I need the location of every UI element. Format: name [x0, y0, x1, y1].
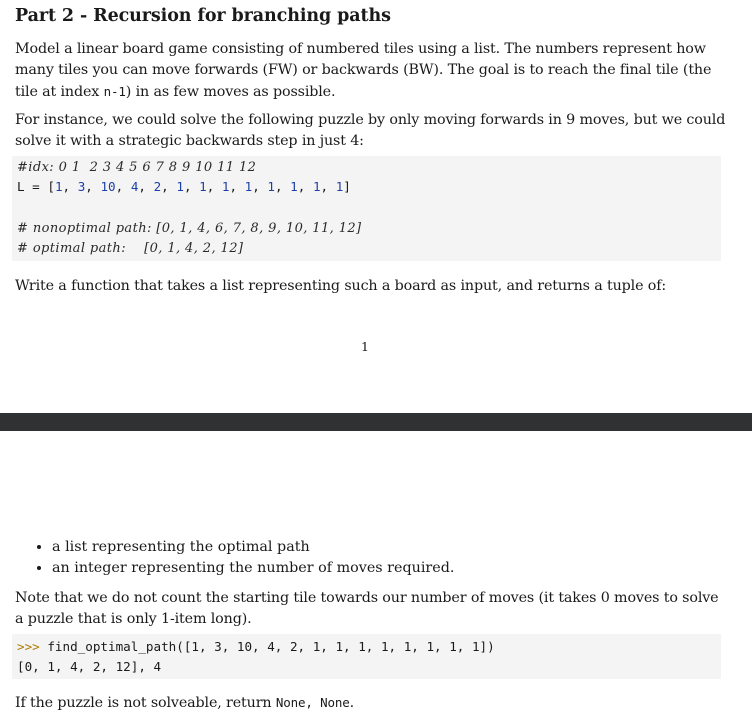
final-paragraph [15, 692, 731, 714]
board-code-block [12, 156, 721, 261]
list-value: 1 [267, 179, 275, 194]
list-value: 3 [77, 179, 86, 194]
intro-paragraph [15, 39, 731, 103]
list-value: 1 [221, 179, 230, 194]
list-item: • an integer representing the number of moves required. [52, 558, 454, 579]
intro-text-1: Model a linear board game consisting of numbered tiles using a list. The numbers represent how many tiles you can move forwards (FW) or backwards (BW). The goal is to reach the final tile (the tile at index [15, 41, 712, 100]
nonoptimal-line [17, 218, 362, 238]
list-value: 1 [312, 179, 321, 194]
list-value: 1 [176, 179, 184, 194]
list-value: 1 [54, 179, 63, 194]
list-item: • a list representing the optimal path [52, 537, 454, 558]
idx-comment-line [17, 157, 256, 177]
final-inline-code: None, None [275, 695, 350, 710]
intro-inline-code: n-1 [103, 84, 126, 99]
optimal-label: # optimal path: [17, 241, 126, 256]
optimal-line [17, 238, 243, 258]
idx-label: #idx: [17, 160, 55, 175]
page-number: 1 [361, 339, 369, 354]
nonoptimal-values: [0, 1, 4, 6, 7, 8, 9, 10, 11, 12] [151, 221, 362, 236]
final-text-1: If the puzzle is not solveable, return [15, 695, 276, 711]
list-value: 4 [130, 179, 139, 194]
example-call-code-block [12, 634, 721, 679]
function-call: find_optimal_path([1, 3, 10, 4, 2, 1, 1, 1, 1, 1, 1, 1, 1]) [47, 639, 495, 654]
intro-text-2: ) in as few moves as possible. [125, 84, 336, 100]
note-paragraph: Note that we do not count the starting tile towards our number of moves (it takes 0 moves to solve a puzzle that is only 1-item long). [15, 590, 719, 627]
output-line [17, 657, 161, 677]
write-paragraph: Write a function that takes a list representing such a board as input, and returns a tuple of: [15, 278, 667, 294]
list-value: 1 [335, 179, 344, 194]
list-prefix: L = [17, 179, 48, 194]
final-text-2: . [349, 695, 355, 711]
list-value: 1 [290, 179, 298, 194]
list-values: [1, 3, 10, 4, 2, 1, 1, 1, 1, 1, 1, 1, 1] [47, 179, 351, 194]
call-output: [0, 1, 4, 2, 12], 4 [17, 659, 162, 674]
list-value: 10 [100, 179, 116, 194]
repl-prompt: >>> [17, 639, 40, 654]
optimal-values: [0, 1, 4, 2, 12] [125, 241, 244, 256]
page-separator [0, 413, 752, 431]
return-tuple-list [15, 537, 454, 579]
call-line [17, 637, 495, 657]
nonoptimal-label: # nonoptimal path: [17, 221, 152, 236]
idx-number: 0 1 2 3 4 5 6 7 8 9 10 11 12 [54, 160, 257, 175]
page-2 [0, 431, 752, 722]
list-value: 1 [244, 179, 253, 194]
section-heading: Part 2 - Recursion for branching paths [15, 6, 391, 26]
list-value: 2 [153, 179, 162, 194]
idx-values [54, 159, 256, 174]
list-assign-line [17, 177, 351, 197]
example-paragraph: For instance, we could solve the following puzzle by only moving forwards in 9 moves, but we could solve it with a strategic backwards step in just 4: [15, 112, 726, 149]
list-value: 1 [199, 179, 207, 194]
